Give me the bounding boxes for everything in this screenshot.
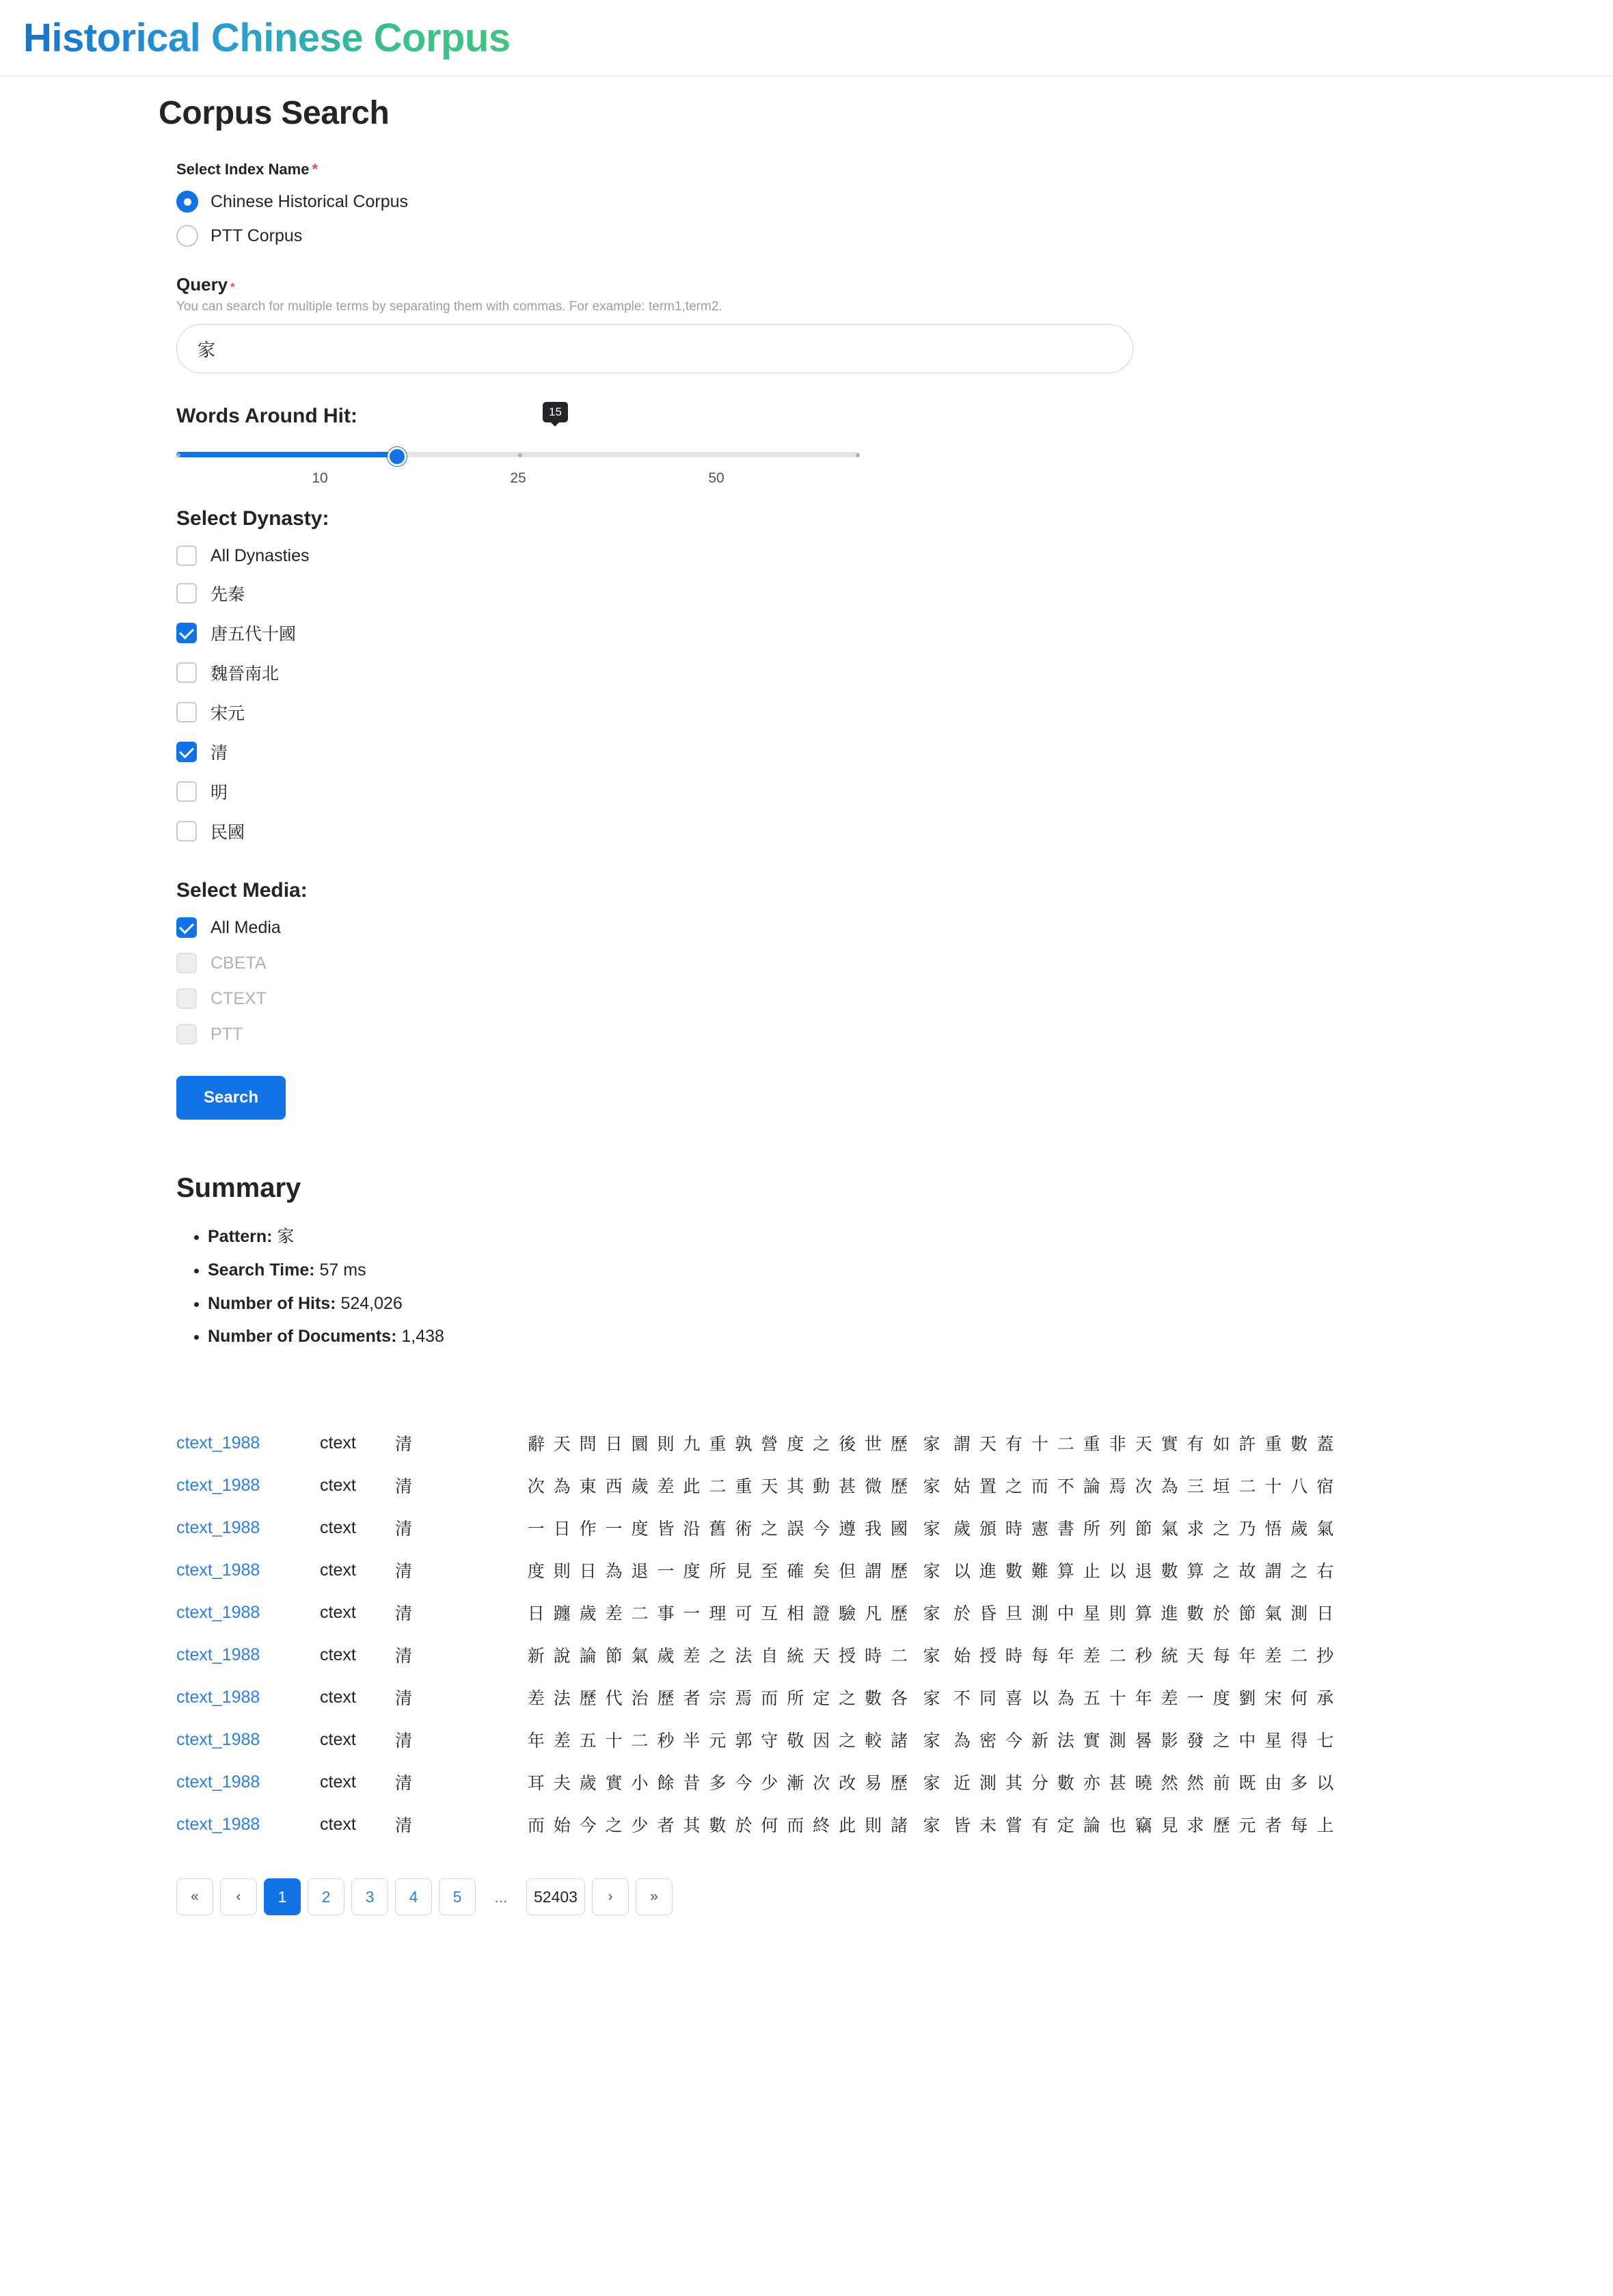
left-context-cell: 一 日 作 一 度 皆 沿 舊 術 之 誤 今 遵 我 國 bbox=[527, 1520, 910, 1539]
pagination bbox=[176, 1878, 1586, 1915]
pagination-next-button[interactable]: › bbox=[592, 1878, 629, 1915]
pagination-ellipsis: ... bbox=[483, 1878, 519, 1915]
checkbox-icon[interactable] bbox=[176, 742, 197, 762]
right-context-cell: 於 昏 旦 測 中 星 則 算 進 數 於 節 氣 測 日 bbox=[953, 1604, 1336, 1623]
page-title: Corpus Search bbox=[159, 95, 390, 131]
media-option-ctext bbox=[176, 988, 1586, 1009]
table-row bbox=[176, 1591, 1366, 1634]
slider-value-tooltip: 15 bbox=[543, 402, 568, 422]
dynasty-cell: 清 bbox=[395, 1774, 413, 1793]
table-row bbox=[176, 1803, 1366, 1846]
table-row bbox=[176, 1507, 1366, 1549]
left-context-cell: 日 躔 歲 差 二 事 一 理 可 互 相 證 驗 凡 歷 bbox=[527, 1604, 910, 1623]
select-media-title: Select Media: bbox=[176, 879, 308, 902]
pagination-first-button[interactable]: « bbox=[176, 1878, 213, 1915]
slider-tick-label-max: 50 bbox=[708, 470, 724, 486]
checkbox-label: 先秦 bbox=[211, 585, 245, 604]
keyword-cell: 家 bbox=[923, 1816, 940, 1835]
source-cell: ctext bbox=[320, 1687, 356, 1707]
right-context-cell: 以 進 數 難 算 止 以 退 數 算 之 故 謂 之 右 bbox=[953, 1562, 1336, 1581]
checkbox-icon[interactable] bbox=[176, 623, 197, 643]
index-name-label-text: Select Index Name bbox=[176, 161, 310, 178]
document-link[interactable]: ctext_1988 bbox=[176, 1602, 260, 1622]
slider-tick-dot-25 bbox=[518, 453, 522, 457]
query-label bbox=[176, 274, 1586, 314]
dynasty-cell: 清 bbox=[395, 1816, 413, 1835]
checkbox-icon bbox=[176, 1024, 197, 1044]
document-link[interactable]: ctext_1988 bbox=[176, 1814, 260, 1834]
right-context-cell: 皆 未 嘗 有 定 論 也 竊 見 求 歷 元 者 每 上 bbox=[953, 1816, 1336, 1835]
table-row bbox=[176, 1761, 1366, 1803]
pagination-page-1[interactable]: 1 bbox=[264, 1878, 301, 1915]
summary-value: 524,026 bbox=[336, 1293, 403, 1313]
words-around-hit-slider[interactable] bbox=[176, 444, 860, 465]
pagination-prev-button[interactable]: ‹ bbox=[220, 1878, 257, 1915]
radio-label: PTT Corpus bbox=[211, 226, 303, 245]
dynasty-option-3[interactable] bbox=[176, 660, 1586, 685]
dynasty-cell: 清 bbox=[395, 1731, 413, 1751]
right-context-cell: 姑 置 之 而 不 論 焉 次 為 三 垣 二 十 八 宿 bbox=[953, 1477, 1336, 1496]
radio-option-chinese-historical-corpus[interactable] bbox=[176, 191, 1586, 213]
right-context-cell: 始 授 時 每 年 差 二 秒 統 天 每 年 差 二 抄 bbox=[953, 1647, 1336, 1666]
dynasty-cell: 清 bbox=[395, 1647, 413, 1666]
pagination-page-5[interactable]: 5 bbox=[439, 1878, 476, 1915]
keyword-cell: 家 bbox=[923, 1604, 940, 1623]
left-context-cell: 辭 天 問 日 圜 則 九 重 孰 營 度 之 後 世 歷 bbox=[527, 1435, 910, 1454]
table-row bbox=[176, 1676, 1366, 1718]
summary-item-number-of-hits bbox=[208, 1287, 1586, 1321]
right-context-cell: 為 密 今 新 法 實 測 晷 影 發 之 中 星 得 七 bbox=[953, 1731, 1336, 1751]
select-dynasty-title: Select Dynasty: bbox=[176, 507, 329, 530]
checkbox-icon bbox=[176, 988, 197, 1009]
checkbox-icon[interactable] bbox=[176, 583, 197, 604]
summary-list bbox=[176, 1220, 1586, 1353]
pagination-page-2[interactable]: 2 bbox=[308, 1878, 344, 1915]
results-table bbox=[176, 1422, 1366, 1846]
app-header bbox=[0, 0, 1613, 77]
dynasty-cell: 清 bbox=[395, 1562, 413, 1581]
radio-icon[interactable] bbox=[176, 225, 198, 247]
checkbox-icon[interactable] bbox=[176, 781, 197, 802]
document-link[interactable]: ctext_1988 bbox=[176, 1433, 260, 1453]
left-context-cell: 年 差 五 十 二 秒 半 元 郭 守 敬 因 之 較 諸 bbox=[527, 1731, 910, 1751]
required-indicator: * bbox=[312, 161, 318, 178]
bottom-spacer bbox=[176, 1915, 1586, 1997]
slider-fill bbox=[176, 452, 395, 457]
checkbox-label: 魏晉南北 bbox=[211, 664, 280, 684]
summary-value: 家 bbox=[272, 1227, 295, 1246]
summary-item-number-of-documents bbox=[208, 1320, 1586, 1353]
keyword-cell: 家 bbox=[923, 1562, 940, 1581]
checkbox-label: 清 bbox=[211, 744, 228, 763]
keyword-cell: 家 bbox=[923, 1731, 940, 1751]
slider-handle[interactable] bbox=[388, 447, 407, 466]
media-option-cbeta bbox=[176, 953, 1586, 973]
checkbox-icon[interactable] bbox=[176, 702, 197, 722]
source-cell: ctext bbox=[320, 1602, 356, 1622]
pagination-last-page[interactable]: 52403 bbox=[526, 1878, 585, 1915]
source-cell: ctext bbox=[320, 1433, 356, 1453]
summary-key: Number of Hits: bbox=[208, 1293, 336, 1313]
table-row bbox=[176, 1549, 1366, 1591]
document-link[interactable]: ctext_1988 bbox=[176, 1772, 260, 1792]
dynasty-option-7[interactable] bbox=[176, 819, 1586, 843]
dynasty-cell: 清 bbox=[395, 1435, 413, 1454]
checkbox-icon[interactable] bbox=[176, 662, 197, 683]
page-content bbox=[0, 94, 1613, 1997]
summary-key: Number of Documents: bbox=[208, 1327, 397, 1347]
dynasty-option-1[interactable] bbox=[176, 581, 1586, 606]
pagination-page-4[interactable]: 4 bbox=[395, 1878, 432, 1915]
required-indicator: * bbox=[230, 282, 235, 293]
checkbox-icon[interactable] bbox=[176, 917, 197, 938]
table-row bbox=[176, 1422, 1366, 1464]
source-cell: ctext bbox=[320, 1560, 356, 1580]
keyword-cell: 家 bbox=[923, 1774, 940, 1793]
checkbox-label: All Dynasties bbox=[211, 545, 310, 565]
dynasty-cell: 清 bbox=[395, 1520, 413, 1539]
checkbox-label: 民國 bbox=[211, 823, 245, 842]
source-cell: ctext bbox=[320, 1475, 356, 1495]
pagination-page-3[interactable]: 3 bbox=[351, 1878, 388, 1915]
media-option-ptt bbox=[176, 1024, 1586, 1044]
summary-value: 57 ms bbox=[314, 1260, 366, 1280]
keyword-cell: 家 bbox=[923, 1647, 940, 1666]
keyword-cell: 家 bbox=[923, 1435, 940, 1454]
source-cell: ctext bbox=[320, 1517, 356, 1537]
radio-icon[interactable] bbox=[176, 191, 198, 213]
dynasty-option-4[interactable] bbox=[176, 700, 1586, 725]
query-help-text: You can search for multiple terms by separating them with commas. For example: term1,term2. bbox=[176, 299, 722, 314]
summary-value: 1,438 bbox=[396, 1327, 444, 1347]
slider-tick-dot-50 bbox=[856, 453, 860, 457]
search-input[interactable] bbox=[176, 324, 1133, 373]
left-context-cell: 度 則 日 為 退 一 度 所 見 至 確 矣 但 謂 歷 bbox=[527, 1562, 910, 1581]
dynasty-option-5[interactable] bbox=[176, 740, 1586, 764]
left-context-cell: 次 為 東 西 歲 差 此 二 重 天 其 動 甚 微 歷 bbox=[527, 1477, 910, 1496]
dynasty-option-6[interactable] bbox=[176, 779, 1586, 804]
source-cell: ctext bbox=[320, 1814, 356, 1834]
checkbox-label: 宋元 bbox=[211, 704, 245, 723]
right-context-cell: 謂 天 有 十 二 重 非 天 實 有 如 許 重 數 蓋 bbox=[953, 1435, 1336, 1454]
search-button[interactable]: Search bbox=[176, 1076, 286, 1120]
keyword-cell: 家 bbox=[923, 1477, 940, 1496]
document-link[interactable]: ctext_1988 bbox=[176, 1687, 260, 1707]
document-link[interactable]: ctext_1988 bbox=[176, 1645, 260, 1664]
app-title: Historical Chinese Corpus bbox=[23, 16, 511, 60]
radio-label: Chinese Historical Corpus bbox=[211, 191, 409, 211]
right-context-cell: 不 同 喜 以 為 五 十 年 差 一 度 劉 宋 何 承 bbox=[953, 1689, 1336, 1708]
dynasty-cell: 清 bbox=[395, 1604, 413, 1623]
summary-item-pattern bbox=[208, 1220, 1586, 1254]
dynasty-option-all[interactable] bbox=[176, 545, 1586, 566]
document-link[interactable]: ctext_1988 bbox=[176, 1517, 260, 1537]
dynasty-cell: 清 bbox=[395, 1477, 413, 1496]
words-around-hit-block bbox=[176, 405, 1586, 491]
summary-item-search-time bbox=[208, 1254, 1586, 1287]
source-cell: ctext bbox=[320, 1772, 356, 1792]
right-context-cell: 近 測 其 分 數 亦 甚 曉 然 然 前 既 由 多 以 bbox=[953, 1774, 1336, 1793]
pagination-last-button[interactable]: » bbox=[636, 1878, 673, 1915]
checkbox-label: CTEXT bbox=[211, 988, 267, 1008]
left-context-cell: 而 始 今 之 少 者 其 數 於 何 而 終 此 則 諸 bbox=[527, 1816, 910, 1835]
summary-title: Summary bbox=[176, 1173, 301, 1203]
document-link[interactable]: ctext_1988 bbox=[176, 1729, 260, 1749]
source-cell: ctext bbox=[320, 1645, 356, 1664]
checkbox-icon bbox=[176, 953, 197, 973]
source-cell: ctext bbox=[320, 1729, 356, 1749]
checkbox-label: 唐五代十國 bbox=[211, 625, 297, 644]
dynasty-option-2[interactable] bbox=[176, 621, 1586, 645]
summary-key: Pattern: bbox=[208, 1227, 273, 1246]
left-context-cell: 差 法 歷 代 治 歷 者 宗 焉 而 所 定 之 數 各 bbox=[527, 1689, 910, 1708]
index-name-label bbox=[176, 161, 1586, 178]
media-option-all[interactable] bbox=[176, 917, 1586, 938]
checkbox-label: CBETA bbox=[211, 953, 267, 973]
left-context-cell: 新 說 論 節 氣 歲 差 之 法 自 統 天 授 時 二 bbox=[527, 1647, 910, 1666]
document-link[interactable]: ctext_1988 bbox=[176, 1475, 260, 1495]
checkbox-label: PTT bbox=[211, 1024, 243, 1044]
slider-tick-label-mid: 25 bbox=[510, 470, 526, 486]
keyword-cell: 家 bbox=[923, 1520, 940, 1539]
summary-key: Search Time: bbox=[208, 1260, 315, 1280]
radio-option-ptt-corpus[interactable] bbox=[176, 225, 1586, 247]
checkbox-label: 明 bbox=[211, 783, 228, 802]
table-row bbox=[176, 1718, 1366, 1761]
keyword-cell: 家 bbox=[923, 1689, 940, 1708]
table-row bbox=[176, 1634, 1366, 1676]
query-label-text: Query bbox=[176, 274, 228, 295]
table-row bbox=[176, 1464, 1366, 1507]
checkbox-icon[interactable] bbox=[176, 821, 197, 841]
checkbox-icon[interactable] bbox=[176, 545, 197, 566]
slider-tick-dot-10 bbox=[176, 453, 180, 457]
slider-tick-labels bbox=[176, 470, 860, 491]
slider-tick-label-min: 10 bbox=[312, 470, 328, 486]
checkbox-label: All Media bbox=[211, 917, 281, 937]
document-link[interactable]: ctext_1988 bbox=[176, 1560, 260, 1580]
dynasty-cell: 清 bbox=[395, 1689, 413, 1708]
right-context-cell: 歲 頒 時 憲 書 所 列 節 氣 求 之 乃 悟 歲 氣 bbox=[953, 1520, 1336, 1539]
words-around-hit-label: Words Around Hit: bbox=[176, 405, 357, 427]
left-context-cell: 耳 夫 歲 實 小 餘 昔 多 今 少 漸 次 改 易 歷 bbox=[527, 1774, 910, 1793]
